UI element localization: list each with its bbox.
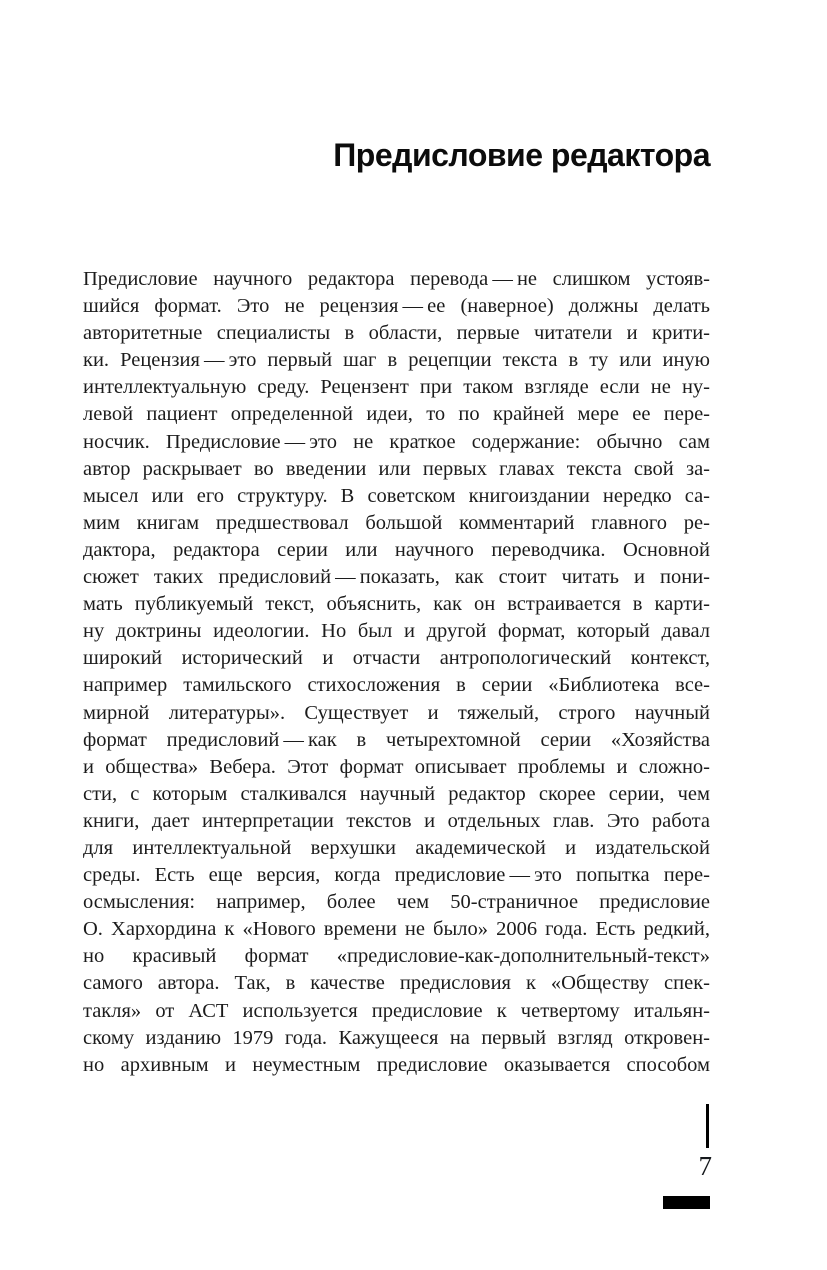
body-line: среды. Есть еще версия, когда предисловие — это попытка пере- bbox=[83, 864, 710, 887]
body-line: сюжет таких предисловий — показать, как стоит читать и пони- bbox=[83, 566, 710, 589]
body-line: и общества» Вебера. Этот формат описывает проблемы и сложно- bbox=[83, 755, 710, 778]
body-line: для интеллектуальной верхушки академической и издательской bbox=[83, 836, 710, 859]
body-line: шийся формат. Это не рецензия — ее (наверное) должны делать bbox=[83, 295, 710, 318]
trim-mark-vertical-bar bbox=[706, 1104, 709, 1148]
trim-mark-black-block bbox=[663, 1196, 710, 1209]
body-line: широкий исторический и отчасти антропологический контекст, bbox=[83, 647, 710, 670]
body-line: ну доктрины идеологии. Но был и другой формат, который давал bbox=[83, 620, 710, 643]
body-line: такля» от АСТ используется предисловие к четвертому итальян- bbox=[83, 999, 710, 1022]
body-line: интеллектуальную среду. Рецензент при таком взгляде если не ну- bbox=[83, 376, 710, 399]
body-line: мать публикуемый текст, объяснить, как он встраивается в карти- bbox=[83, 593, 710, 616]
body-line: левой пациент определенной идеи, то по крайней мере ее пере- bbox=[83, 403, 710, 426]
body-line: Предисловие научного редактора перевода — не слишком устояв- bbox=[83, 268, 710, 290]
body-line: книги, дает интерпретации текстов и отдельных глав. Это работа bbox=[83, 809, 710, 832]
body-line: формат предисловий — как в четырехтомной серии «Хозяйства bbox=[83, 728, 710, 751]
body-line: мирной литературы». Существует и тяжелый, строго научный bbox=[83, 701, 710, 724]
body-line: ки. Рецензия — это первый шаг в рецепции текста в ту или иную bbox=[83, 349, 710, 372]
body-line: автор раскрывает во введении или первых главах текста свой за- bbox=[83, 457, 710, 480]
body-line: но красивый формат «предисловие-как-дополнительный-текст» bbox=[83, 945, 710, 968]
body-line: самого автора. Так, в качестве предисловия к «Обществу спек- bbox=[83, 972, 710, 995]
body-line: сти, с которым сталкивался научный редактор скорее серии, чем bbox=[83, 782, 710, 805]
body-line: носчик. Предисловие — это не краткое содержание: обычно сам bbox=[83, 430, 710, 453]
body-line: но архивным и неуместным предисловие оказывается способом bbox=[83, 1053, 710, 1076]
body-line: например тамильского стихосложения в серии «Библиотека все- bbox=[83, 674, 710, 697]
body-line: осмысления: например, более чем 50-страничное предисловие bbox=[83, 891, 710, 914]
body-line: мим книгам предшествовал большой комментарий главного ре- bbox=[83, 511, 710, 534]
page-number: 7 bbox=[698, 1151, 712, 1181]
body-line: мысел или его структуру. В советском книгоиздании нередко са- bbox=[83, 484, 710, 507]
chapter-title: Предисловие редактора bbox=[333, 137, 710, 173]
body-line: дактора, редактора серии или научного переводчика. Основной bbox=[83, 538, 710, 561]
body-text bbox=[83, 266, 710, 1079]
body-line: авторитетные специалисты в области, первые читатели и крити- bbox=[83, 322, 710, 345]
body-line: О. Хархордина к «Нового времени не было» 2006 года. Есть редкий, bbox=[83, 918, 710, 941]
body-line: скому изданию 1979 года. Кажущееся на первый взгляд откровен- bbox=[83, 1026, 710, 1049]
